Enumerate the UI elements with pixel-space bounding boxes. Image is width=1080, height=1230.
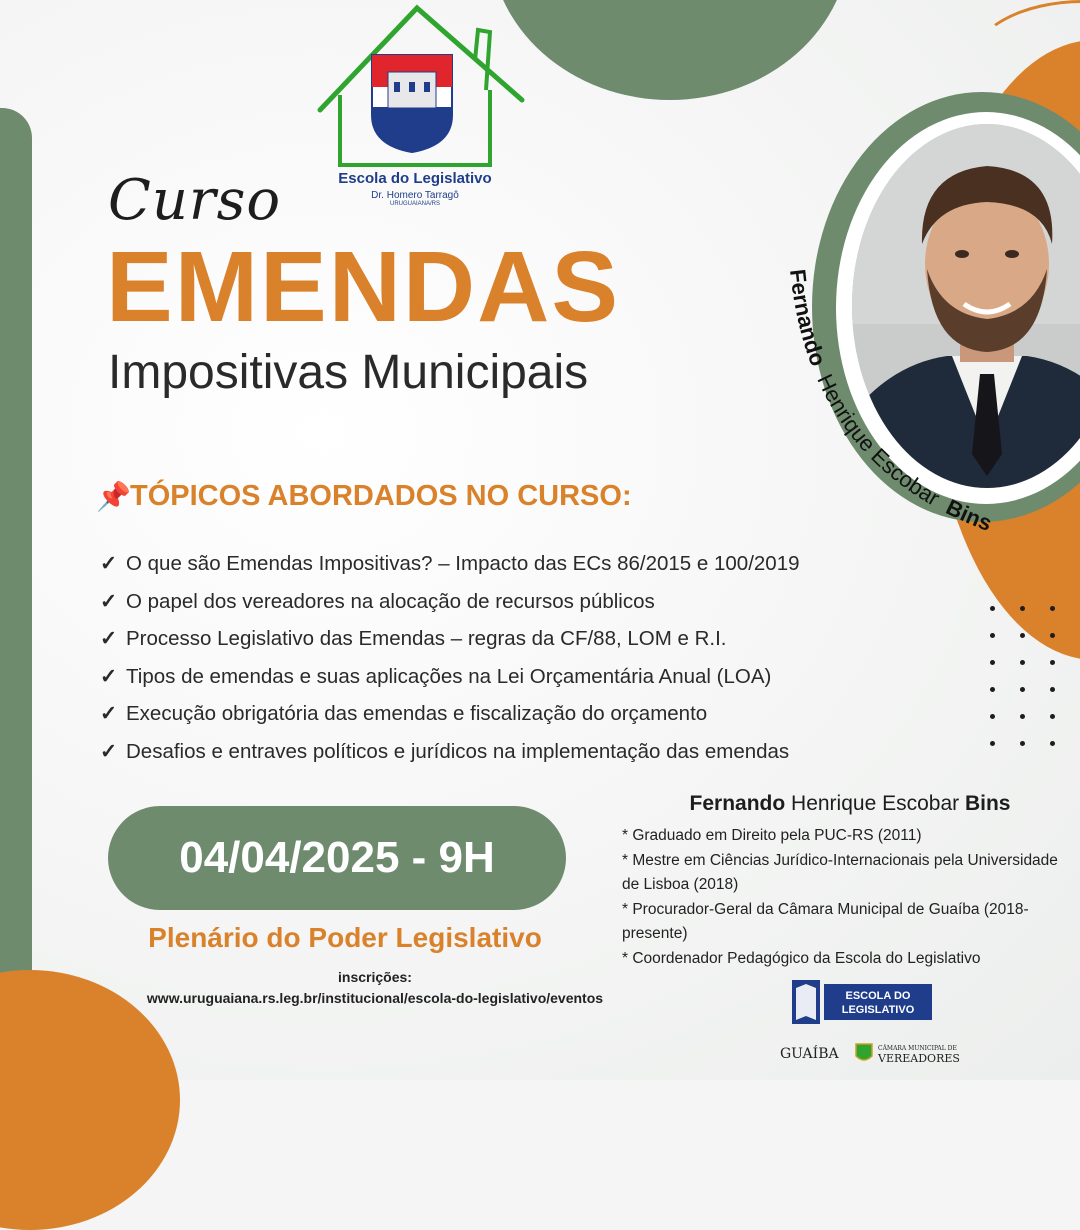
topics-heading: TÓPICOS ABORDADOS NO CURSO: bbox=[130, 480, 632, 512]
bio-line: * Coordenador Pedagógico da Escola do Legislativo bbox=[622, 949, 981, 967]
speaker-name: Fernando Henrique Escobar Bins bbox=[689, 792, 1011, 815]
topics-list bbox=[100, 545, 940, 770]
check-icon: ✓ bbox=[100, 739, 118, 763]
camara-line2: VEREADORES bbox=[878, 1052, 960, 1065]
escola-badge-line1: ESCOLA DO bbox=[845, 990, 911, 1002]
list-item: ✓ O que são Emendas Impositivas? – Impacto das ECs 86/2015 e 100/2019 bbox=[100, 545, 940, 583]
escola-badge-line2: LEGISLATIVO bbox=[841, 1004, 915, 1016]
pushpin-icon: 📌 bbox=[96, 481, 131, 512]
camara-line1: CÂMARA MUNICIPAL DE bbox=[878, 1045, 957, 1052]
logo-subtitle: Dr. Homero Tarragô bbox=[371, 190, 459, 201]
list-item: ✓ O papel dos vereadores na alocação de recursos públicos bbox=[100, 583, 940, 621]
check-icon: ✓ bbox=[100, 664, 118, 688]
bio-line: * Mestre em Ciências Jurídico-Internacionais pela Universidade de Lisboa (2018) bbox=[622, 851, 1058, 893]
title-main: EMENDAS bbox=[106, 231, 621, 343]
check-icon: ✓ bbox=[100, 702, 118, 725]
check-icon: ✓ bbox=[100, 627, 118, 650]
decor-green-bar-left bbox=[0, 108, 32, 1108]
title-subtitle: Impositivas Municipais bbox=[108, 346, 589, 399]
escola-legislativo-badge bbox=[792, 980, 932, 1024]
guaiba-text: GUAÍBA bbox=[780, 1046, 839, 1062]
check-icon: ✓ bbox=[100, 589, 118, 613]
title-kicker: Curso bbox=[108, 168, 282, 233]
list-item: ✓ Tipos de emendas e suas aplicações na Lei Orçamentária Anual (LOA) bbox=[100, 658, 940, 696]
bio-line: * Procurador-Geral da Câmara Municipal de Guaíba (2018-presente) bbox=[622, 900, 1029, 942]
decor-dot-grid bbox=[988, 598, 1078, 748]
list-item: ✓ Processo Legislativo das Emendas – regras da CF/88, LOM e R.I. bbox=[100, 620, 940, 658]
registration-label: inscrições: bbox=[338, 969, 412, 985]
guaiba-camara-logo bbox=[780, 1040, 970, 1066]
bio-line: * Graduado em Direito pela PUC-RS (2011) bbox=[622, 827, 922, 844]
check-icon: ✓ bbox=[100, 552, 118, 575]
logo-name: Escola do Legislativo bbox=[338, 170, 492, 187]
registration-url[interactable]: www.uruguaiana.rs.leg.br/institucional/escola-do-legislativo/eventos bbox=[146, 990, 604, 1006]
speaker-first-curved: Fernando bbox=[784, 267, 832, 370]
speaker-name-curved bbox=[770, 220, 1070, 560]
speaker-last-curved: Bins bbox=[942, 494, 996, 536]
speaker-bio bbox=[622, 824, 1062, 971]
speaker-middle-curved: Henrique Escobar bbox=[812, 370, 944, 511]
list-item: ✓ Execução obrigatória das emendas e fiscalização do orçamento bbox=[100, 695, 940, 733]
svg-text:Fernando Henrique Escoba bbox=[785, 268, 995, 536]
event-datetime: 04/04/2025 - 9H bbox=[108, 806, 566, 910]
logo-city: URUGUAIANA/RS bbox=[389, 201, 440, 207]
event-location: Plenário do Poder Legislativo bbox=[148, 922, 542, 953]
list-item: ✓ Desafios e entraves políticos e jurídicos na implementação das emendas bbox=[100, 733, 940, 771]
